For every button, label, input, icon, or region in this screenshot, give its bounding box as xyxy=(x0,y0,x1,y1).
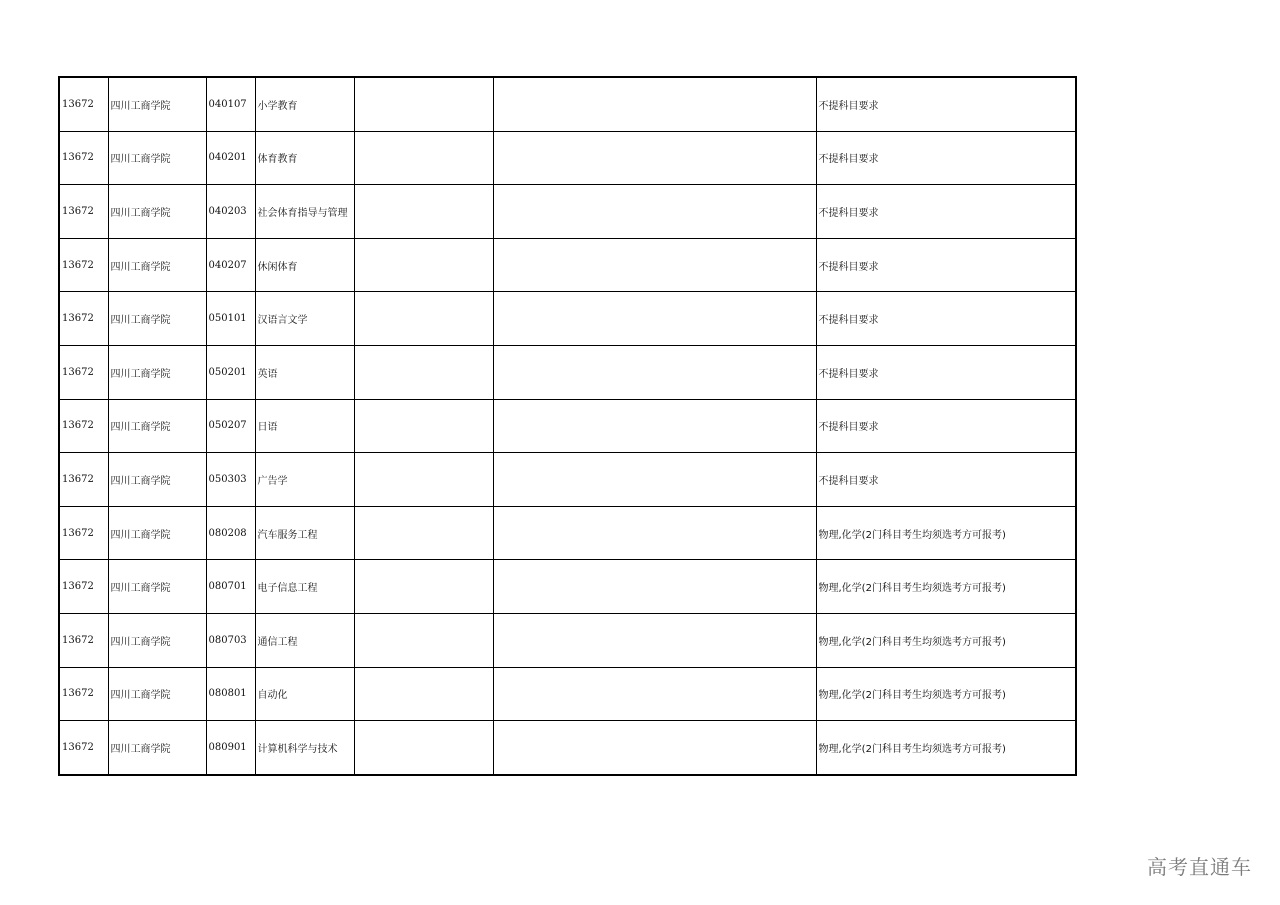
table-row xyxy=(59,613,1076,667)
cell-institution-code: 13672 xyxy=(59,131,108,185)
cell-institution-code: 13672 xyxy=(59,345,108,399)
cell-empty-b xyxy=(493,613,816,667)
cell-major-name: 休闲体育 xyxy=(255,238,354,292)
cell-empty-a xyxy=(354,131,493,185)
cell-subject-requirement: 不提科目要求 xyxy=(816,131,1076,185)
cell-institution-name: 四川工商学院 xyxy=(108,453,206,507)
cell-major-code: 050303 xyxy=(206,453,255,507)
cell-empty-a xyxy=(354,453,493,507)
cell-institution-name: 四川工商学院 xyxy=(108,399,206,453)
subject-requirements-table xyxy=(58,76,1077,776)
table-row xyxy=(59,345,1076,399)
cell-institution-code: 13672 xyxy=(59,560,108,614)
cell-major-code: 080901 xyxy=(206,721,255,775)
cell-empty-a xyxy=(354,399,493,453)
cell-empty-a xyxy=(354,77,493,131)
cell-institution-name: 四川工商学院 xyxy=(108,560,206,614)
cell-empty-a xyxy=(354,345,493,399)
cell-institution-name: 四川工商学院 xyxy=(108,667,206,721)
cell-subject-requirement: 物理,化学(2门科目考生均须选考方可报考) xyxy=(816,613,1076,667)
cell-major-code: 050201 xyxy=(206,345,255,399)
cell-major-code: 040201 xyxy=(206,131,255,185)
cell-empty-a xyxy=(354,292,493,346)
cell-empty-a xyxy=(354,613,493,667)
cell-subject-requirement: 物理,化学(2门科目考生均须选考方可报考) xyxy=(816,560,1076,614)
cell-empty-b xyxy=(493,131,816,185)
cell-subject-requirement: 物理,化学(2门科目考生均须选考方可报考) xyxy=(816,506,1076,560)
cell-institution-code: 13672 xyxy=(59,667,108,721)
cell-major-name: 自动化 xyxy=(255,667,354,721)
table-row xyxy=(59,399,1076,453)
table-row xyxy=(59,131,1076,185)
cell-major-code: 080701 xyxy=(206,560,255,614)
table-row xyxy=(59,560,1076,614)
cell-major-name: 英语 xyxy=(255,345,354,399)
cell-institution-code: 13672 xyxy=(59,613,108,667)
cell-institution-name: 四川工商学院 xyxy=(108,131,206,185)
cell-empty-b xyxy=(493,667,816,721)
table-row xyxy=(59,453,1076,507)
cell-major-name: 小学教育 xyxy=(255,77,354,131)
cell-subject-requirement: 不提科目要求 xyxy=(816,238,1076,292)
cell-institution-code: 13672 xyxy=(59,77,108,131)
cell-institution-code: 13672 xyxy=(59,292,108,346)
cell-empty-b xyxy=(493,77,816,131)
cell-major-name: 通信工程 xyxy=(255,613,354,667)
cell-subject-requirement: 物理,化学(2门科目考生均须选考方可报考) xyxy=(816,667,1076,721)
cell-institution-name: 四川工商学院 xyxy=(108,185,206,239)
table-row xyxy=(59,292,1076,346)
cell-major-code: 080801 xyxy=(206,667,255,721)
cell-major-name: 电子信息工程 xyxy=(255,560,354,614)
cell-empty-a xyxy=(354,185,493,239)
cell-institution-name: 四川工商学院 xyxy=(108,721,206,775)
cell-empty-b xyxy=(493,399,816,453)
cell-major-name: 汽车服务工程 xyxy=(255,506,354,560)
cell-major-name: 社会体育指导与管理 xyxy=(255,185,354,239)
cell-major-name: 汉语言文学 xyxy=(255,292,354,346)
cell-subject-requirement: 不提科目要求 xyxy=(816,292,1076,346)
cell-institution-code: 13672 xyxy=(59,506,108,560)
cell-institution-code: 13672 xyxy=(59,238,108,292)
cell-major-code: 050101 xyxy=(206,292,255,346)
cell-empty-a xyxy=(354,506,493,560)
cell-subject-requirement: 不提科目要求 xyxy=(816,77,1076,131)
cell-major-name: 广告学 xyxy=(255,453,354,507)
table-row xyxy=(59,77,1076,131)
cell-major-name: 计算机科学与技术 xyxy=(255,721,354,775)
cell-institution-code: 13672 xyxy=(59,399,108,453)
table-row xyxy=(59,238,1076,292)
cell-empty-a xyxy=(354,721,493,775)
watermark-text: 高考直通车 xyxy=(1147,855,1252,879)
cell-institution-code: 13672 xyxy=(59,185,108,239)
cell-institution-name: 四川工商学院 xyxy=(108,613,206,667)
cell-empty-b xyxy=(493,721,816,775)
table-body xyxy=(59,77,1076,775)
cell-subject-requirement: 不提科目要求 xyxy=(816,399,1076,453)
cell-major-name: 日语 xyxy=(255,399,354,453)
cell-institution-name: 四川工商学院 xyxy=(108,292,206,346)
cell-empty-b xyxy=(493,345,816,399)
cell-institution-code: 13672 xyxy=(59,453,108,507)
cell-subject-requirement: 不提科目要求 xyxy=(816,185,1076,239)
table-row xyxy=(59,506,1076,560)
table-row xyxy=(59,721,1076,775)
cell-empty-a xyxy=(354,560,493,614)
cell-subject-requirement: 不提科目要求 xyxy=(816,453,1076,507)
cell-major-name: 体育教育 xyxy=(255,131,354,185)
cell-empty-a xyxy=(354,238,493,292)
cell-institution-name: 四川工商学院 xyxy=(108,506,206,560)
cell-major-code: 050207 xyxy=(206,399,255,453)
cell-empty-b xyxy=(493,560,816,614)
table-row xyxy=(59,185,1076,239)
cell-subject-requirement: 物理,化学(2门科目考生均须选考方可报考) xyxy=(816,721,1076,775)
cell-major-code: 080208 xyxy=(206,506,255,560)
cell-empty-a xyxy=(354,667,493,721)
cell-empty-b xyxy=(493,292,816,346)
cell-empty-b xyxy=(493,453,816,507)
cell-empty-b xyxy=(493,238,816,292)
cell-subject-requirement: 不提科目要求 xyxy=(816,345,1076,399)
cell-institution-name: 四川工商学院 xyxy=(108,345,206,399)
cell-institution-code: 13672 xyxy=(59,721,108,775)
cell-institution-name: 四川工商学院 xyxy=(108,77,206,131)
cell-institution-name: 四川工商学院 xyxy=(108,238,206,292)
table-row xyxy=(59,667,1076,721)
cell-major-code: 040207 xyxy=(206,238,255,292)
cell-empty-b xyxy=(493,506,816,560)
cell-major-code: 040107 xyxy=(206,77,255,131)
cell-empty-b xyxy=(493,185,816,239)
cell-major-code: 040203 xyxy=(206,185,255,239)
cell-major-code: 080703 xyxy=(206,613,255,667)
